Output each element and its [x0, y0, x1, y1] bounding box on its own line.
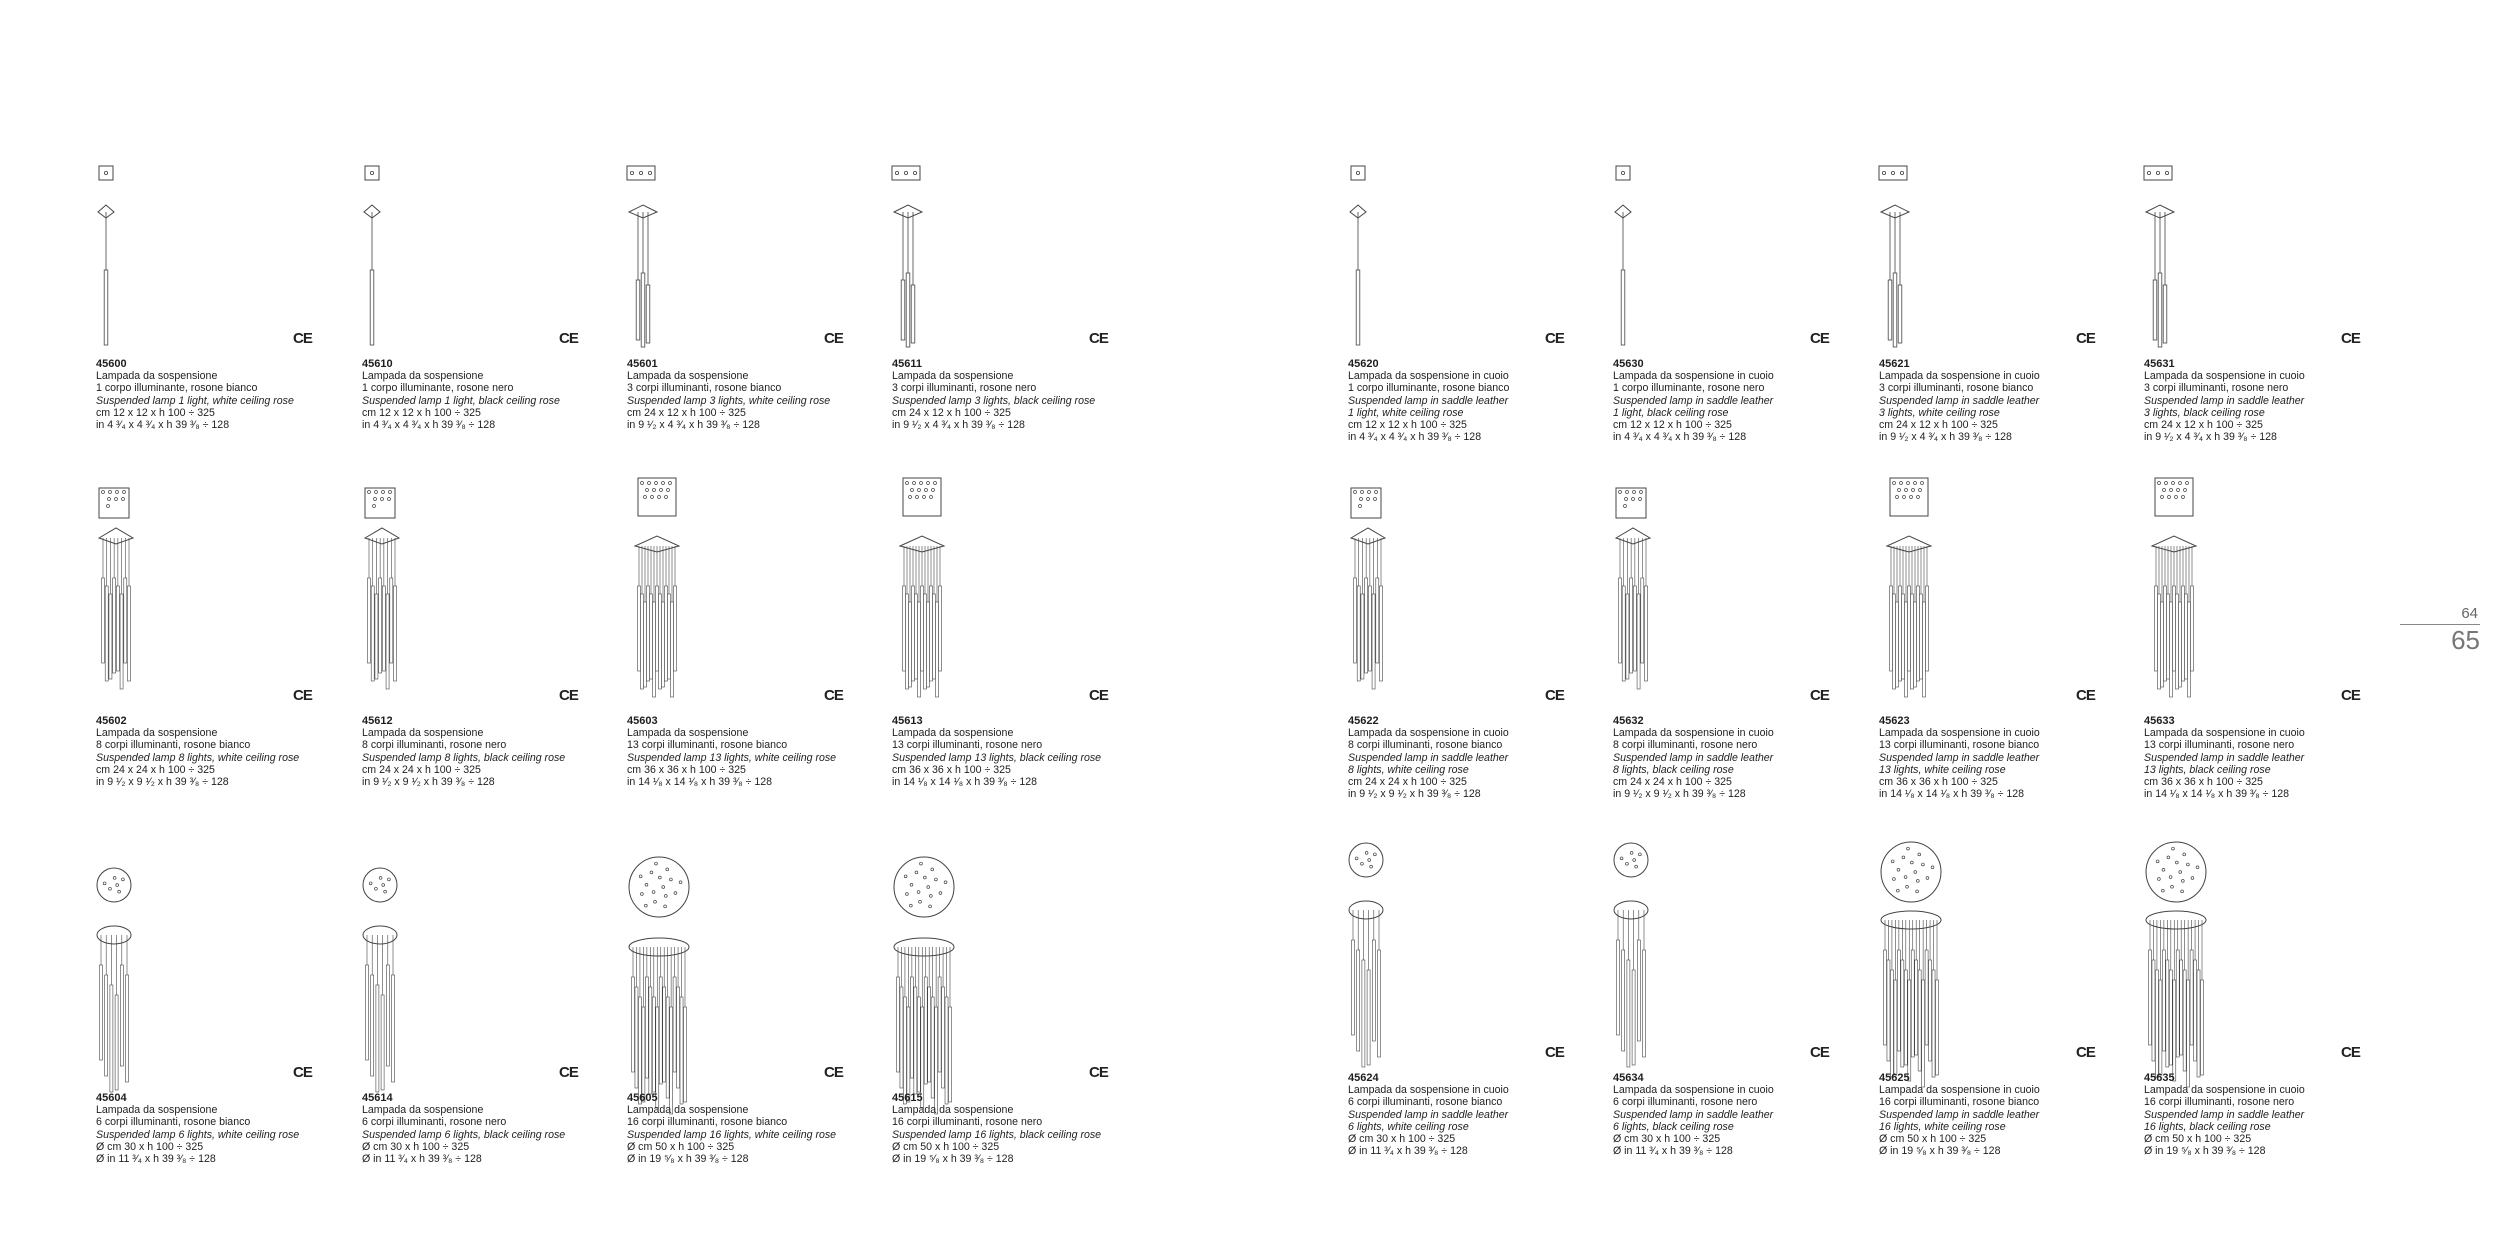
lamp-drawing	[1348, 478, 1428, 738]
product-description-en: Suspended lamp in saddle leather	[1613, 751, 1774, 764]
lamp-drawing	[2144, 840, 2224, 1100]
product-description-en: Suspended lamp 13 lights, black ceiling rose	[892, 751, 1102, 764]
ce-mark: CE	[2341, 330, 2360, 347]
product-code: 45620	[1348, 358, 1379, 370]
product-dimensions: Ø in 19 ⁵⁄₈ x h 39 ³⁄₈ ÷ 128	[2144, 1145, 2266, 1158]
product-description-it: Lampada da sospensione in cuoio	[2144, 1084, 2305, 1097]
product-info	[1348, 715, 1618, 800]
product-detail-it: 8 corpi illuminanti, rosone bianco	[1348, 739, 1503, 752]
product-description-en: Suspended lamp 1 light, white ceiling rose	[96, 394, 294, 407]
product-info	[96, 1092, 366, 1165]
product-description-en: Suspended lamp in saddle leather	[1613, 394, 1774, 407]
lamp-drawing	[362, 478, 442, 738]
product-dimensions: cm 24 x 24 x h 100 ÷ 325	[362, 763, 481, 776]
ce-mark: CE	[2076, 1044, 2095, 1061]
product-description-en: Suspended lamp in saddle leather	[2144, 1108, 2305, 1121]
ce-mark: CE	[824, 1064, 843, 1081]
ce-mark: CE	[1089, 330, 1108, 347]
ce-mark: CE	[824, 687, 843, 704]
product-description-it: Lampada da sospensione	[627, 727, 749, 740]
product-description-en: 3 lights, black ceiling rose	[2144, 406, 2265, 419]
lamp-drawing	[362, 478, 442, 738]
product-code: 45632	[1613, 715, 1644, 727]
product-dimensions: cm 24 x 12 x h 100 ÷ 325	[627, 406, 746, 419]
product-description-en: Suspended lamp 8 lights, black ceiling rose	[362, 751, 566, 764]
product-description-en: 13 lights, black ceiling rose	[2144, 763, 2271, 776]
product-card	[362, 478, 622, 838]
product-card	[96, 855, 356, 1215]
product-code: 45614	[362, 1092, 393, 1104]
product-info	[2144, 358, 2414, 443]
product-code: 45600	[96, 358, 127, 370]
product-code: 45635	[2144, 1072, 2175, 1084]
lamp-drawing	[627, 855, 707, 1115]
product-dimensions: in 4 ³⁄₄ x 4 ³⁄₄ x h 39 ³⁄₈ ÷ 128	[362, 419, 496, 432]
ce-mark: CE	[2076, 687, 2095, 704]
product-dimensions: in 14 ¹⁄₈ x 14 ¹⁄₈ x h 39 ³⁄₈ ÷ 128	[1879, 788, 2025, 801]
product-card	[627, 478, 887, 838]
product-info	[892, 358, 1162, 431]
lamp-drawing	[96, 478, 176, 738]
lamp-drawing	[1348, 840, 1428, 1100]
product-detail-it: 16 corpi illuminanti, rosone nero	[892, 1116, 1043, 1129]
lamp-drawing	[96, 478, 176, 738]
product-info	[1348, 1072, 1618, 1157]
product-dimensions: in 4 ³⁄₄ x 4 ³⁄₄ x h 39 ³⁄₈ ÷ 128	[1613, 431, 1747, 444]
product-card	[1879, 165, 2139, 525]
ce-mark: CE	[1545, 1044, 1564, 1061]
product-detail-it: 1 corpo illuminante, rosone bianco	[96, 382, 258, 395]
product-description-it: Lampada da sospensione	[362, 727, 484, 740]
product-card	[892, 165, 1152, 525]
product-description-it: Lampada da sospensione	[892, 370, 1014, 383]
ce-mark: CE	[1810, 1044, 1829, 1061]
product-detail-it: 6 corpi illuminanti, rosone bianco	[1348, 1096, 1503, 1109]
product-card	[1613, 478, 1873, 838]
product-description-it: Lampada da sospensione in cuoio	[1879, 370, 2040, 383]
product-description-en: Suspended lamp 3 lights, black ceiling rose	[892, 394, 1096, 407]
product-card	[1613, 840, 1873, 1200]
product-code: 45633	[2144, 715, 2175, 727]
product-info	[1879, 1072, 2149, 1157]
product-dimensions: cm 12 x 12 x h 100 ÷ 325	[1613, 419, 1732, 432]
product-detail-it: 8 corpi illuminanti, rosone nero	[1613, 739, 1758, 752]
lamp-drawing	[627, 855, 707, 1115]
lamp-drawing	[892, 855, 972, 1115]
product-card	[2144, 478, 2404, 838]
product-description-en: Suspended lamp in saddle leather	[1879, 751, 2040, 764]
product-info	[1613, 358, 1883, 443]
product-description-en: Suspended lamp 16 lights, white ceiling rose	[627, 1128, 837, 1141]
lamp-drawing	[96, 855, 176, 1115]
product-description-it: Lampada da sospensione	[362, 1104, 484, 1117]
product-dimensions: Ø cm 30 x h 100 ÷ 325	[1348, 1133, 1456, 1146]
product-detail-it: 6 corpi illuminanti, rosone nero	[362, 1116, 507, 1129]
product-description-en: Suspended lamp in saddle leather	[1348, 1108, 1509, 1121]
product-description-it: Lampada da sospensione	[627, 1104, 749, 1117]
product-code: 45610	[362, 358, 393, 370]
ce-mark: CE	[293, 687, 312, 704]
product-code: 45613	[892, 715, 923, 727]
lamp-drawing	[1613, 478, 1693, 738]
product-info	[1879, 715, 2149, 800]
product-description-en: Suspended lamp 1 light, black ceiling rose	[362, 394, 560, 407]
product-description-en: 16 lights, black ceiling rose	[2144, 1120, 2271, 1133]
product-detail-it: 1 corpo illuminante, rosone nero	[362, 382, 514, 395]
product-description-it: Lampada da sospensione in cuoio	[1879, 1084, 2040, 1097]
product-detail-it: 13 corpi illuminanti, rosone nero	[2144, 739, 2295, 752]
product-code: 45621	[1879, 358, 1910, 370]
product-dimensions: Ø cm 30 x h 100 ÷ 325	[362, 1140, 470, 1153]
lamp-drawing	[1613, 840, 1693, 1100]
product-dimensions: in 9 ¹⁄₂ x 4 ³⁄₄ x h 39 ³⁄₈ ÷ 128	[1879, 431, 2012, 444]
product-description-it: Lampada da sospensione	[892, 1104, 1014, 1117]
product-info	[96, 715, 366, 788]
product-dimensions: cm 36 x 36 x h 100 ÷ 325	[2144, 776, 2263, 789]
ce-mark: CE	[293, 1064, 312, 1081]
product-code: 45612	[362, 715, 393, 727]
product-info	[2144, 1072, 2414, 1157]
product-description-en: Suspended lamp in saddle leather	[1613, 1108, 1774, 1121]
product-dimensions: Ø in 19 ⁵⁄₈ x h 39 ³⁄₈ ÷ 128	[1879, 1145, 2001, 1158]
product-dimensions: Ø cm 50 x h 100 ÷ 325	[892, 1140, 1000, 1153]
product-dimensions: Ø in 11 ³⁄₄ x h 39 ³⁄₈ ÷ 128	[1348, 1145, 1468, 1158]
product-description-it: Lampada da sospensione	[892, 727, 1014, 740]
product-card	[1879, 478, 2139, 838]
product-description-en: 6 lights, white ceiling rose	[1348, 1120, 1469, 1133]
ce-mark: CE	[824, 330, 843, 347]
product-description-en: Suspended lamp 16 lights, black ceiling rose	[892, 1128, 1102, 1141]
ce-mark: CE	[2076, 330, 2095, 347]
product-card	[627, 855, 887, 1215]
product-description-en: Suspended lamp 3 lights, white ceiling rose	[627, 394, 831, 407]
product-dimensions: Ø in 11 ³⁄₄ x h 39 ³⁄₈ ÷ 128	[1613, 1145, 1733, 1158]
product-dimensions: Ø cm 30 x h 100 ÷ 325	[1613, 1133, 1721, 1146]
product-description-en: 13 lights, white ceiling rose	[1879, 763, 2006, 776]
ce-mark: CE	[2341, 1044, 2360, 1061]
product-dimensions: cm 36 x 36 x h 100 ÷ 325	[892, 763, 1011, 776]
product-description-it: Lampada da sospensione in cuoio	[1348, 370, 1509, 383]
product-card	[627, 165, 887, 525]
product-info	[892, 715, 1162, 788]
product-description-en: 8 lights, black ceiling rose	[1613, 763, 1734, 776]
lamp-drawing	[892, 478, 972, 738]
product-info	[627, 715, 897, 788]
product-info	[96, 358, 366, 431]
ce-mark: CE	[1089, 687, 1108, 704]
product-description-it: Lampada da sospensione	[96, 727, 218, 740]
ce-mark: CE	[2341, 687, 2360, 704]
lamp-drawing	[892, 855, 972, 1115]
product-description-it: Lampada da sospensione in cuoio	[1879, 727, 2040, 740]
product-code: 45602	[96, 715, 127, 727]
product-description-en: Suspended lamp in saddle leather	[1879, 394, 2040, 407]
ce-mark: CE	[1089, 1064, 1108, 1081]
lamp-drawing	[1879, 478, 1959, 738]
product-code: 45631	[2144, 358, 2175, 370]
lamp-drawing	[362, 855, 442, 1115]
product-detail-it: 6 corpi illuminanti, rosone nero	[1613, 1096, 1758, 1109]
product-description-en: 1 light, white ceiling rose	[1348, 406, 1464, 419]
product-code: 45622	[1348, 715, 1379, 727]
product-description-en: Suspended lamp 8 lights, white ceiling rose	[96, 751, 300, 764]
product-detail-it: 1 corpo illuminante, rosone bianco	[1348, 382, 1510, 395]
product-card	[892, 855, 1152, 1215]
product-detail-it: 8 corpi illuminanti, rosone bianco	[96, 739, 251, 752]
product-dimensions: Ø in 11 ³⁄₄ x h 39 ³⁄₈ ÷ 128	[96, 1153, 216, 1166]
product-dimensions: in 14 ¹⁄₈ x 14 ¹⁄₈ x h 39 ³⁄₈ ÷ 128	[892, 776, 1038, 789]
product-detail-it: 16 corpi illuminanti, rosone bianco	[1879, 1096, 2040, 1109]
product-card	[96, 165, 356, 525]
product-detail-it: 6 corpi illuminanti, rosone bianco	[96, 1116, 251, 1129]
product-detail-it: 3 corpi illuminanti, rosone nero	[892, 382, 1037, 395]
product-dimensions: in 9 ¹⁄₂ x 9 ¹⁄₂ x h 39 ³⁄₈ ÷ 128	[1348, 788, 1481, 801]
product-card	[96, 478, 356, 838]
product-description-it: Lampada da sospensione in cuoio	[1348, 727, 1509, 740]
product-description-it: Lampada da sospensione in cuoio	[1613, 370, 1774, 383]
product-detail-it: 3 corpi illuminanti, rosone nero	[2144, 382, 2289, 395]
product-description-it: Lampada da sospensione	[96, 1104, 218, 1117]
lamp-drawing	[1879, 840, 1959, 1100]
product-description-en: Suspended lamp in saddle leather	[1879, 1108, 2040, 1121]
product-dimensions: Ø cm 30 x h 100 ÷ 325	[96, 1140, 204, 1153]
page-number-left: 64	[2461, 605, 2478, 622]
product-dimensions: in 9 ¹⁄₂ x 4 ³⁄₄ x h 39 ³⁄₈ ÷ 128	[892, 419, 1025, 432]
page-number-right: 65	[2451, 625, 2480, 655]
product-description-it: Lampada da sospensione in cuoio	[1348, 1084, 1509, 1097]
product-card	[362, 165, 622, 525]
lamp-drawing	[1348, 478, 1428, 738]
product-dimensions: cm 24 x 24 x h 100 ÷ 325	[96, 763, 215, 776]
product-card	[892, 478, 1152, 838]
ce-mark: CE	[559, 330, 578, 347]
product-info	[627, 1092, 897, 1165]
product-detail-it: 16 corpi illuminanti, rosone bianco	[627, 1116, 788, 1129]
product-description-en: Suspended lamp in saddle leather	[2144, 394, 2305, 407]
product-dimensions: in 9 ¹⁄₂ x 9 ¹⁄₂ x h 39 ³⁄₈ ÷ 128	[96, 776, 229, 789]
product-card	[1348, 840, 1608, 1200]
lamp-drawing	[627, 478, 707, 738]
product-description-en: Suspended lamp 6 lights, white ceiling rose	[96, 1128, 300, 1141]
product-dimensions: in 4 ³⁄₄ x 4 ³⁄₄ x h 39 ³⁄₈ ÷ 128	[96, 419, 230, 432]
product-dimensions: Ø in 19 ⁵⁄₈ x h 39 ³⁄₈ ÷ 128	[627, 1153, 749, 1166]
product-code: 45603	[627, 715, 658, 727]
lamp-drawing	[2144, 478, 2224, 738]
product-dimensions: cm 24 x 12 x h 100 ÷ 325	[2144, 419, 2263, 432]
product-info	[627, 358, 897, 431]
product-dimensions: in 9 ¹⁄₂ x 4 ³⁄₄ x h 39 ³⁄₈ ÷ 128	[2144, 431, 2277, 444]
product-description-en: 6 lights, black ceiling rose	[1613, 1120, 1734, 1133]
product-info	[892, 1092, 1162, 1165]
product-dimensions: cm 36 x 36 x h 100 ÷ 325	[627, 763, 746, 776]
product-description-en: 3 lights, white ceiling rose	[1879, 406, 2000, 419]
product-dimensions: cm 12 x 12 x h 100 ÷ 325	[362, 406, 481, 419]
product-description-en: Suspended lamp 6 lights, black ceiling rose	[362, 1128, 566, 1141]
product-detail-it: 16 corpi illuminanti, rosone nero	[2144, 1096, 2295, 1109]
product-card	[1348, 165, 1608, 525]
product-code: 45624	[1348, 1072, 1379, 1084]
product-dimensions: in 9 ¹⁄₂ x 9 ¹⁄₂ x h 39 ³⁄₈ ÷ 128	[1613, 788, 1746, 801]
product-description-it: Lampada da sospensione in cuoio	[2144, 370, 2305, 383]
lamp-drawing	[892, 478, 972, 738]
product-dimensions: Ø in 11 ³⁄₄ x h 39 ³⁄₈ ÷ 128	[362, 1153, 482, 1166]
product-dimensions: cm 24 x 24 x h 100 ÷ 325	[1348, 776, 1467, 789]
product-code: 45605	[627, 1092, 658, 1104]
product-description-en: Suspended lamp in saddle leather	[1348, 751, 1509, 764]
product-dimensions: in 9 ¹⁄₂ x 9 ¹⁄₂ x h 39 ³⁄₈ ÷ 128	[362, 776, 495, 789]
product-dimensions: in 14 ¹⁄₈ x 14 ¹⁄₈ x h 39 ³⁄₈ ÷ 128	[2144, 788, 2290, 801]
product-card	[2144, 165, 2404, 525]
product-info	[1613, 715, 1883, 800]
lamp-drawing	[627, 478, 707, 738]
lamp-drawing	[362, 855, 442, 1115]
product-dimensions: in 4 ³⁄₄ x 4 ³⁄₄ x h 39 ³⁄₈ ÷ 128	[1348, 431, 1482, 444]
ce-mark: CE	[1810, 687, 1829, 704]
product-code: 45615	[892, 1092, 923, 1104]
ce-mark: CE	[293, 330, 312, 347]
product-detail-it: 1 corpo illuminante, rosone nero	[1613, 382, 1765, 395]
product-detail-it: 13 corpi illuminanti, rosone nero	[892, 739, 1043, 752]
product-dimensions: cm 12 x 12 x h 100 ÷ 325	[1348, 419, 1467, 432]
product-code: 45604	[96, 1092, 127, 1104]
product-code: 45611	[892, 358, 922, 370]
lamp-drawing	[1613, 478, 1693, 738]
product-description-it: Lampada da sospensione in cuoio	[1613, 727, 1774, 740]
product-dimensions: in 14 ¹⁄₈ x 14 ¹⁄₈ x h 39 ³⁄₈ ÷ 128	[627, 776, 773, 789]
product-description-it: Lampada da sospensione	[627, 370, 749, 383]
product-code: 45623	[1879, 715, 1910, 727]
product-description-it: Lampada da sospensione in cuoio	[1613, 1084, 1774, 1097]
product-card	[1348, 478, 1608, 838]
product-description-it: Lampada da sospensione in cuoio	[2144, 727, 2305, 740]
product-code: 45634	[1613, 1072, 1644, 1084]
product-description-en: Suspended lamp 13 lights, white ceiling rose	[627, 751, 837, 764]
product-info	[1348, 358, 1618, 443]
product-description-it: Lampada da sospensione	[96, 370, 218, 383]
product-dimensions: Ø cm 50 x h 100 ÷ 325	[2144, 1133, 2252, 1146]
product-dimensions: cm 24 x 12 x h 100 ÷ 325	[1879, 419, 1998, 432]
product-dimensions: Ø in 19 ⁵⁄₈ x h 39 ³⁄₈ ÷ 128	[892, 1153, 1014, 1166]
product-card	[1613, 165, 1873, 525]
product-description-en: Suspended lamp in saddle leather	[1348, 394, 1509, 407]
lamp-drawing	[2144, 478, 2224, 738]
product-dimensions: Ø cm 50 x h 100 ÷ 325	[1879, 1133, 1987, 1146]
product-description-en: 1 light, black ceiling rose	[1613, 406, 1729, 419]
lamp-drawing	[96, 855, 176, 1115]
product-dimensions: cm 24 x 12 x h 100 ÷ 325	[892, 406, 1011, 419]
product-code: 45630	[1613, 358, 1644, 370]
product-dimensions: in 9 ¹⁄₂ x 4 ³⁄₄ x h 39 ³⁄₈ ÷ 128	[627, 419, 760, 432]
product-description-en: Suspended lamp in saddle leather	[2144, 751, 2305, 764]
ce-mark: CE	[559, 687, 578, 704]
product-info	[362, 358, 632, 431]
lamp-drawing	[2144, 840, 2224, 1100]
product-info	[362, 715, 632, 788]
lamp-drawing	[1879, 840, 1959, 1100]
product-detail-it: 3 corpi illuminanti, rosone bianco	[627, 382, 782, 395]
product-info	[1613, 1072, 1883, 1157]
product-description-it: Lampada da sospensione	[362, 370, 484, 383]
product-dimensions: cm 24 x 24 x h 100 ÷ 325	[1613, 776, 1732, 789]
product-description-en: 16 lights, white ceiling rose	[1879, 1120, 2006, 1133]
lamp-drawing	[1348, 840, 1428, 1100]
product-info	[1879, 358, 2149, 443]
lamp-drawing	[1613, 840, 1693, 1100]
product-info	[362, 1092, 632, 1165]
product-description-en: 8 lights, white ceiling rose	[1348, 763, 1469, 776]
ce-mark: CE	[1810, 330, 1829, 347]
product-code: 45625	[1879, 1072, 1910, 1084]
product-detail-it: 3 corpi illuminanti, rosone bianco	[1879, 382, 2034, 395]
product-detail-it: 13 corpi illuminanti, rosone bianco	[627, 739, 788, 752]
product-code: 45601	[627, 358, 658, 370]
product-info	[2144, 715, 2414, 800]
product-card	[1879, 840, 2139, 1200]
product-card	[2144, 840, 2404, 1200]
product-detail-it: 13 corpi illuminanti, rosone bianco	[1879, 739, 2040, 752]
product-dimensions: cm 36 x 36 x h 100 ÷ 325	[1879, 776, 1998, 789]
product-detail-it: 8 corpi illuminanti, rosone nero	[362, 739, 507, 752]
ce-mark: CE	[559, 1064, 578, 1081]
product-dimensions: Ø cm 50 x h 100 ÷ 325	[627, 1140, 735, 1153]
product-dimensions: cm 12 x 12 x h 100 ÷ 325	[96, 406, 215, 419]
product-card	[362, 855, 622, 1215]
lamp-drawing	[1879, 478, 1959, 738]
ce-mark: CE	[1545, 330, 1564, 347]
ce-mark: CE	[1545, 687, 1564, 704]
